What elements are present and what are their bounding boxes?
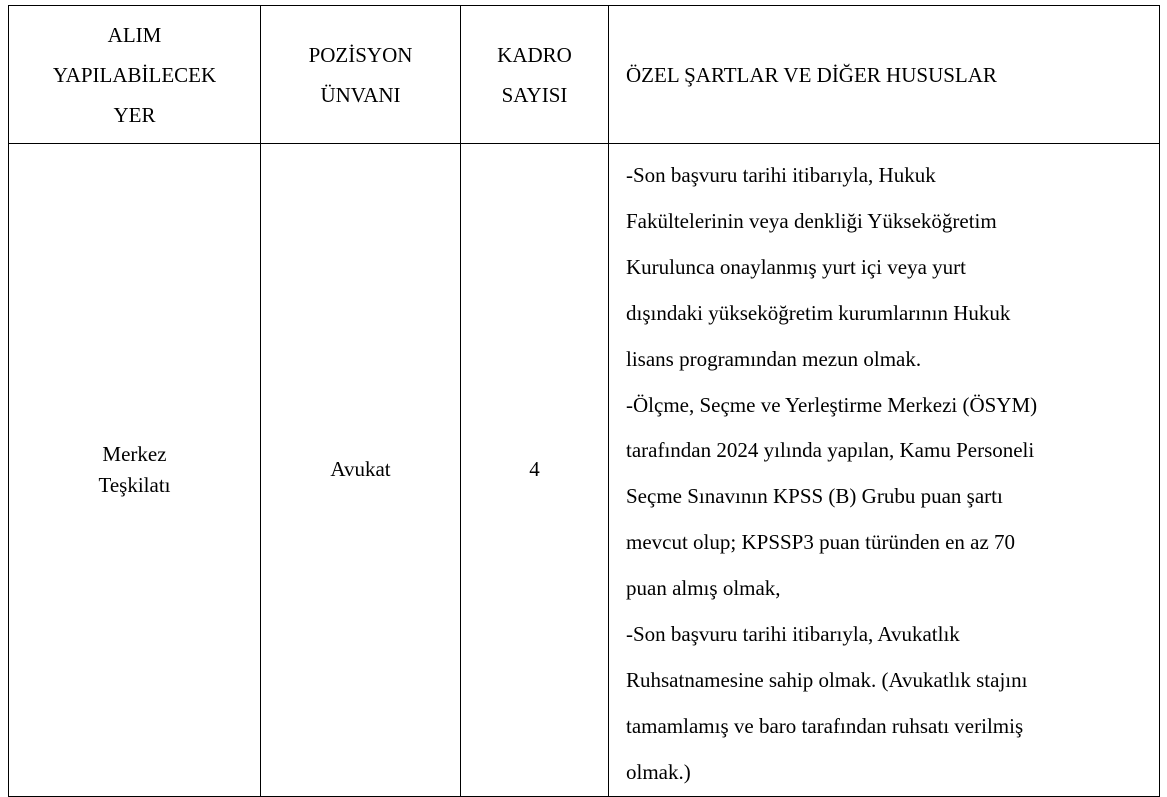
condition-line: -Son başvuru tarihi itibarıyla, Avukatlık	[626, 622, 960, 647]
header-position	[261, 6, 461, 144]
header-count-line: SAYISI	[501, 82, 568, 107]
header-special: ÖZEL ŞARTLAR VE DİĞER HUSUSLAR	[609, 6, 1160, 144]
condition-line: olmak.)	[626, 759, 691, 784]
condition-line: -Ölçme, Seçme ve Yerleştirme Merkezi (ÖSYM)	[626, 392, 1038, 417]
condition-paragraph	[626, 383, 1149, 613]
condition-line: mevcut olup; KPSSP3 puan türünden en az 70	[626, 530, 1016, 555]
header-position-line: POZİSYON	[308, 42, 413, 67]
condition-line: Kurulunca onaylanmış yurt içi veya yurt	[626, 254, 966, 279]
recruitment-table	[8, 5, 1160, 797]
cell-place-line: Teşkilatı	[98, 472, 171, 497]
condition-line: dışındaki yükseköğretim kurumlarının Hukuk	[626, 300, 1011, 325]
condition-line: puan almış olmak,	[626, 576, 781, 601]
condition-line: -Son başvuru tarihi itibarıyla, Hukuk	[626, 163, 936, 187]
header-count	[461, 6, 609, 144]
condition-line: tarafından 2024 yılında yapılan, Kamu Personeli	[626, 438, 1035, 463]
condition-line: Fakültelerinin veya denkliği Yükseköğretim	[626, 208, 997, 233]
header-row	[9, 6, 1160, 144]
cell-conditions	[609, 144, 1160, 797]
cell-position: Avukat	[261, 144, 461, 797]
table-row	[9, 144, 1160, 797]
cell-count: 4	[461, 144, 609, 797]
condition-line: tamamlamış ve baro tarafından ruhsatı verilmiş	[626, 713, 1024, 738]
header-place-line: YAPILABİLECEK	[52, 62, 217, 87]
header-place	[9, 6, 261, 144]
condition-line: Ruhsatnamesine sahip olmak. (Avukatlık stajını	[626, 667, 1028, 692]
condition-paragraph	[626, 153, 1149, 383]
cell-place	[9, 144, 261, 797]
condition-paragraph	[626, 612, 1149, 796]
header-position-line: ÜNVANI	[320, 82, 401, 107]
header-place-line: YER	[113, 102, 156, 127]
condition-line: Seçme Sınavının KPSS (B) Grubu puan şartı	[626, 484, 1003, 509]
header-count-line: KADRO	[497, 42, 572, 67]
cell-place-line: Merkez	[102, 441, 167, 466]
header-place-line: ALIM	[107, 22, 162, 47]
condition-line: lisans programından mezun olmak.	[626, 346, 922, 371]
